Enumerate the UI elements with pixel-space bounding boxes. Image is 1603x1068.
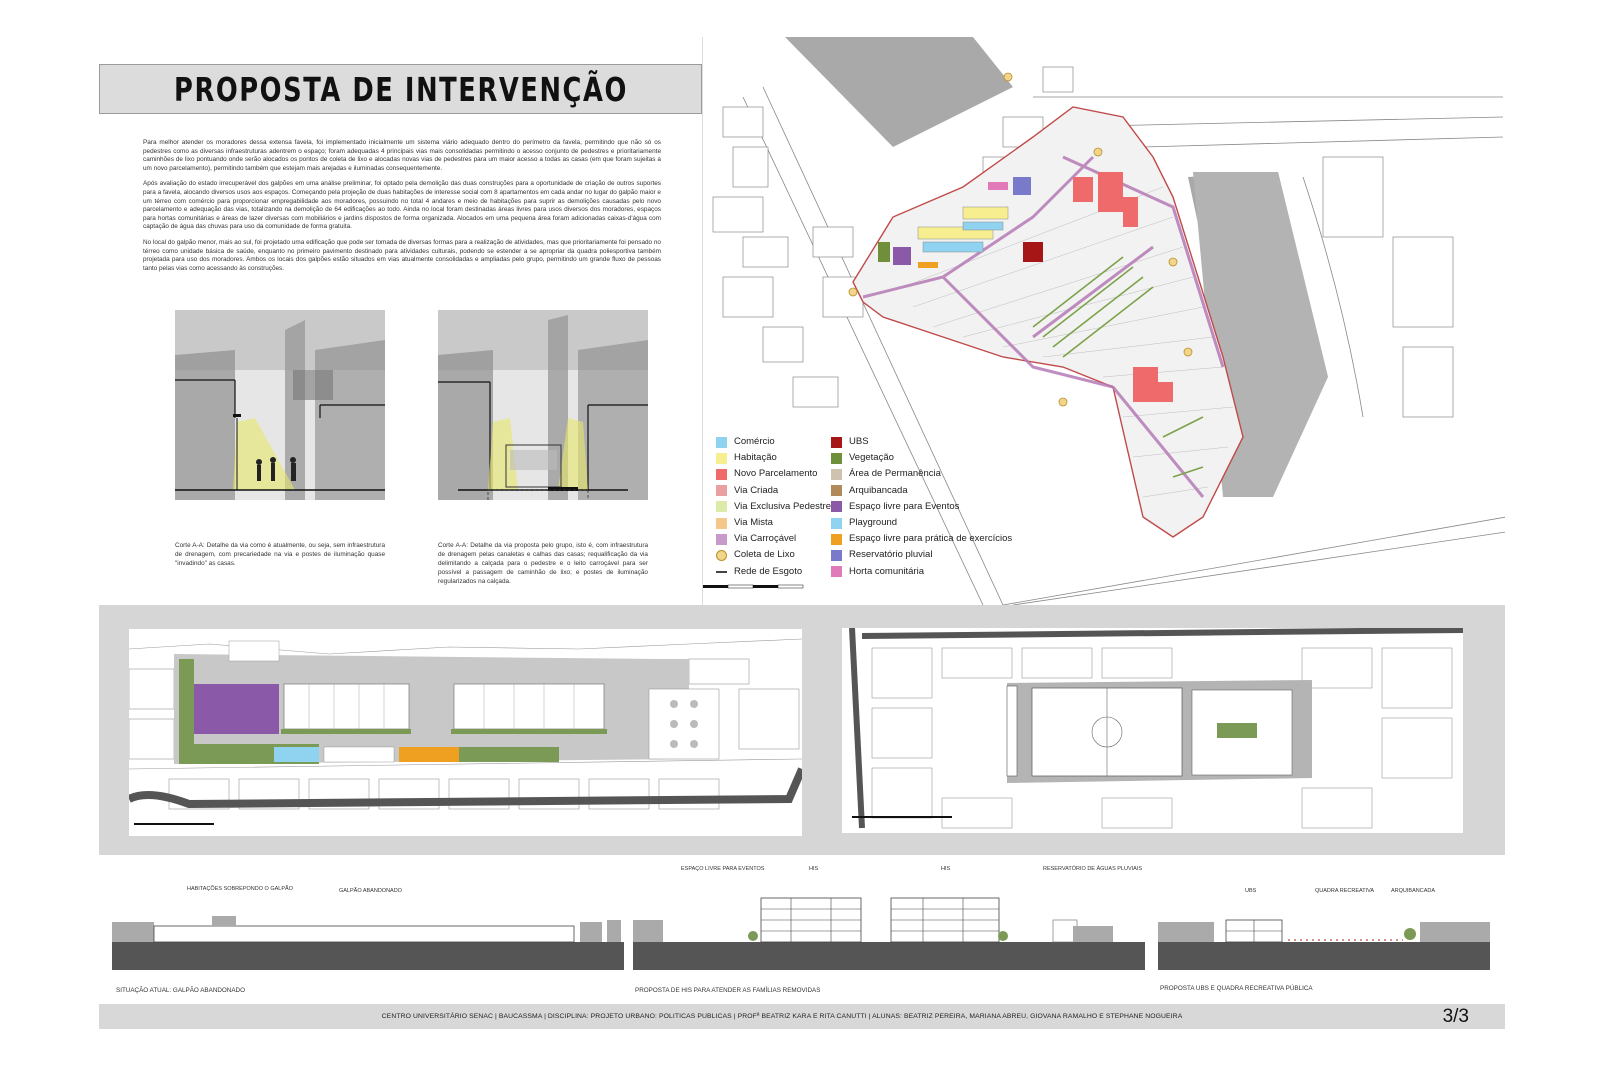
footer-credits: CENTRO UNIVERSITÁRIO SENAC | BAUCASSMA | DISCIPLINA: PROJETO URBANO: POLITICAS PUBLICAS | PROFª BEATRIZ KARA E RITA CANUTTI | ALUNAS: BEATRIZ PEREIRA, MARIANA ABREU, GIOVANA RAMALHO E STEPHANE NOGUEIRA xyxy=(381,1013,1183,1020)
label-ubs: UBS xyxy=(1245,888,1257,894)
housing-plan xyxy=(129,629,802,836)
page-number: 3/3 xyxy=(1442,1006,1469,1027)
paragraph: Para melhor atender os moradores dessa extensa favela, foi implementado inicialmente um sistema viário adequado dentro do perímetro da favela, permitindo que não só os pedestres como as diversas infraestruturas adentrem o espaço; foram adequadas 4 principais vias mais consolidadas permitindo o acesso conjunto de pedestres e prioritariamente caminhões de lixo pontuando onde serão alocados os pontos de coleta de lixo e alocadas novas vias de pedestres para um maior acesso a todas as casas (em que foram sujeitas a um novo parcelamento), permitindo também que estejam mais arejadas e iluminadas consequentemente. xyxy=(143,139,661,172)
caption-elevation-housing: PROPOSTA DE HIS PARA ATENDER AS FAMÍLIAS REMOVIDAS xyxy=(635,987,821,994)
label-galpao: GALPÃO ABANDONADO xyxy=(339,888,402,894)
legend-swatch xyxy=(716,534,727,545)
collection-point-icon xyxy=(716,550,727,561)
legend-swatch xyxy=(831,501,842,512)
site-plan-map xyxy=(702,37,1505,605)
legend-swatch xyxy=(831,469,842,480)
ubs-court-plan xyxy=(842,628,1463,833)
legend-label: Coleta de Lixo xyxy=(734,549,795,561)
caption-proposed: Corte A-A: Detalhe da via proposta pelo grupo, isto é, com infraestrutura de drenagem pelas canaletas e calhas das casas; requalificação da via delimitando a calçada para o pedestre e o leito carroçável para ser possível a passagem de caminhão de lixo; e postes de iluminação regularizados na calçada. xyxy=(438,542,648,585)
legend-column-1 xyxy=(716,434,831,580)
legend-label: Novo Parcelamento xyxy=(734,468,818,480)
legend-item xyxy=(716,483,831,499)
elevation-current xyxy=(112,884,624,974)
legend-swatch xyxy=(831,534,842,545)
legend-column-2 xyxy=(831,434,1012,580)
legend-label: Arquibancada xyxy=(849,484,908,496)
legend-label: Via Mista xyxy=(734,516,773,528)
body-text xyxy=(143,139,661,280)
caption-elevation-current: SITUAÇÃO ATUAL: GALPÃO ABANDONADO xyxy=(116,987,246,994)
legend-item xyxy=(716,434,831,450)
legend-label: Vegetação xyxy=(849,452,894,464)
legend-swatch xyxy=(831,518,842,529)
legend-label: Horta comunitária xyxy=(849,565,924,577)
legend-item xyxy=(831,547,1012,563)
elevation-ubs xyxy=(1158,884,1490,974)
paragraph: No local do galpão menor, mais ao sul, foi projetado uma edificação que pode ser tomada de diversas formas para a realização de atividades, mas que prioritariamente foi pensado no térreo como unidade básica de saúde, enquanto no primeiro pavimento destinado para atividades culturais, podendo se estender a se apropriar da quadra poliesportiva também projetada para uso dos moradores. Ambos os locais dos galpões estão situados em vias atualmente consolidadas e ampliadas pelo grupo, permitindo um grande fluxo de pessoas tanto pelas vias como acessando às construções. xyxy=(143,238,661,272)
legend-swatch xyxy=(716,501,727,512)
legend-item xyxy=(716,531,831,547)
legend-label: Via Carroçável xyxy=(734,533,797,545)
legend-swatch xyxy=(716,485,727,496)
sewer-line-icon xyxy=(716,571,727,573)
label-reservatorio: RESERVATÓRIO DE ÁGUAS PLUVIAIS xyxy=(1043,866,1143,872)
label-habitacoes: HABITAÇÕES SOBREPONDO O GALPÃO xyxy=(187,886,293,892)
legend-item xyxy=(831,515,1012,531)
legend-item xyxy=(831,499,1012,515)
legend-swatch xyxy=(716,518,727,529)
paragraph: Após avaliação do estado irrecuperável dos galpões em uma análise preliminar, foi optado pela demolição das duas construções para a oportunidade de criação de outros suportes para a favela, alocando diversos usos aos espaços. Começando pela projeção de duas habitações de interesse social com 8 apartamentos em cada andar no lugar do galpão maior e um térreo com comércio para proporcionar empregabilidade aos moradores, possuindo no total 4 andares e meio de habitações para suprir as demolições causadas pelo novo parcelamento e adequação das vias, totalizando na demolição de 64 edificações ao todo. Ainda no local foram destinadas áreas livres para usos diversos dos moradores, espaços para hortas comunitárias e áreas de lazer diversas com mobiliários e jardins dispostos de forma organizada. Alocados em uma pequena área foram adicionadas caixas-d'água com captação de água das chuvas para uso da comunidade de forma gratuita. xyxy=(143,180,661,231)
section-proposed-image xyxy=(438,310,648,500)
legend-label: Reservatório pluvial xyxy=(849,549,933,561)
legend-swatch xyxy=(831,453,842,464)
legend-item xyxy=(716,564,831,580)
caption-elevation-ubs: PROPOSTA UBS E QUADRA RECREATIVA PÚBLICA xyxy=(1160,985,1313,992)
legend-item xyxy=(831,483,1012,499)
legend-label: Comércio xyxy=(734,436,775,447)
page-title: PROPOSTA DE INTERVENÇÃO xyxy=(173,69,628,109)
legend-item xyxy=(831,466,1012,482)
legend-item xyxy=(716,515,831,531)
legend-swatch xyxy=(716,469,727,480)
legend-label: Via Criada xyxy=(734,484,779,496)
legend-swatch xyxy=(831,550,842,561)
legend-label: Rede de Esgoto xyxy=(734,565,803,577)
legend-label: Habitação xyxy=(734,452,777,464)
label-his-1: HIS xyxy=(809,866,819,872)
title-bar xyxy=(99,64,702,114)
legend-swatch xyxy=(831,437,842,448)
legend-item xyxy=(831,564,1012,580)
legend-item xyxy=(716,547,831,563)
elevation-housing xyxy=(633,884,1145,974)
legend-label: Via Exclusiva Pedestre xyxy=(734,500,831,512)
legend-label: Playground xyxy=(849,516,898,528)
legend-item xyxy=(831,434,1012,450)
legend-swatch xyxy=(831,485,842,496)
caption-current: Corte A-A: Detalhe da via como é atualmente, ou seja, sem infraestrutura de drenagem, com precariedade na via e postes de iluminação quase "invadindo" as casas. xyxy=(175,542,385,567)
legend-swatch xyxy=(831,566,842,577)
label-arquibancada: ARQUIBANCADA xyxy=(1391,888,1436,894)
label-quadra: QUADRA RECREATIVA xyxy=(1315,888,1375,894)
legend-label: Espaço livre para Eventos xyxy=(849,500,960,512)
legend-swatch xyxy=(716,437,727,448)
legend-label: UBS xyxy=(849,436,869,447)
legend-label: Área de Permanência xyxy=(849,468,941,480)
legend-swatch xyxy=(716,453,727,464)
section-current-image xyxy=(175,310,385,500)
legend-item xyxy=(831,531,1012,547)
legend-item xyxy=(716,450,831,466)
legend-label: Espaço livre para prática de exercícios xyxy=(849,533,1013,545)
footer-bar xyxy=(99,1004,1505,1029)
label-his-2: HIS xyxy=(941,866,951,872)
legend-item xyxy=(716,466,831,482)
legend-item xyxy=(716,499,831,515)
label-espaco-eventos: ESPAÇO LIVRE PARA EVENTOS xyxy=(681,866,765,872)
legend-item xyxy=(831,450,1012,466)
